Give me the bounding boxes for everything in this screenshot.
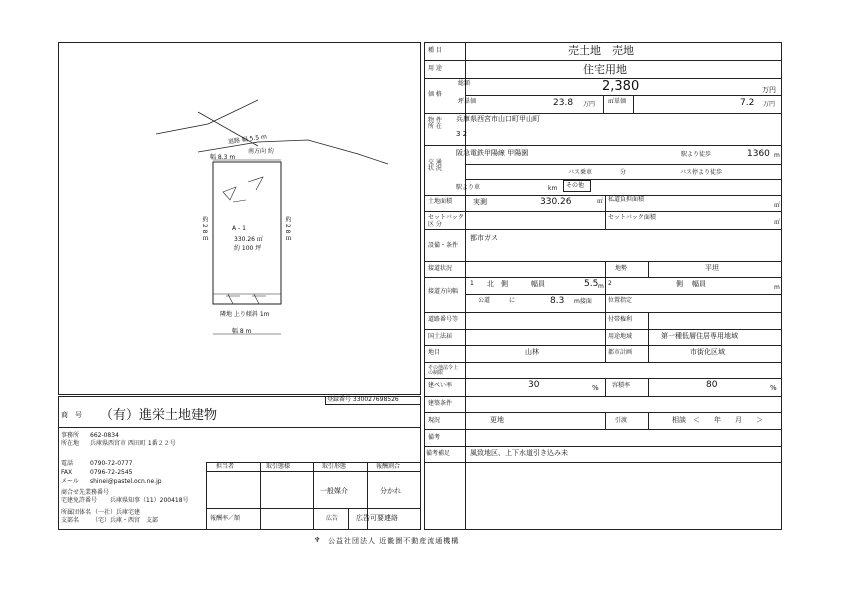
mail-label: メール — [61, 478, 79, 485]
land-plot-diagram — [58, 42, 421, 395]
position-label: 位置指定 — [608, 297, 633, 304]
row-line-12 — [424, 362, 782, 363]
deal-type-label: 取引態様 — [266, 463, 291, 470]
chimoku-value: 山林 — [525, 348, 539, 356]
remarks-extra-label: 備考補足 — [426, 450, 451, 457]
row-line-14 — [424, 396, 782, 397]
company-name-label: 商 号 — [61, 411, 82, 419]
road2-no: 2 — [608, 280, 612, 287]
land-register-label: 国土法届 — [428, 333, 453, 340]
fax-label: FAX — [61, 469, 73, 476]
road2-unit: m — [774, 284, 780, 291]
km-unit: km — [548, 185, 558, 192]
road1-unit: m — [598, 283, 604, 290]
tsubo-label: 坪単価 — [458, 98, 477, 105]
slope-mark-1 — [223, 187, 236, 200]
row-line-8 — [424, 277, 782, 278]
row-line-13 — [424, 378, 782, 379]
area-mid-line — [424, 211, 782, 212]
area-unit: ㎡ — [597, 198, 604, 205]
map-lot-label: A - 1 — [232, 225, 246, 232]
coverage-value: 30 — [528, 380, 540, 390]
use-value: 住宅用地 — [583, 63, 627, 76]
ad-label: 広告 — [326, 515, 339, 522]
map-left-length: 約 2 8 ｍ — [201, 216, 208, 242]
city-plan-label: 都市計画 — [608, 349, 633, 356]
price-total: 2,380 — [602, 79, 640, 94]
city-plan-value: 市街化区域 — [690, 348, 725, 356]
row-line-9 — [424, 312, 782, 313]
broker-type: 一般媒介 — [320, 487, 348, 495]
zoning-label: 用途地域 — [608, 333, 633, 340]
commission-label: 報酬割合 — [376, 463, 401, 470]
road2-dir: 側 — [676, 280, 683, 288]
row-line-15 — [424, 412, 782, 413]
row-line-6 — [424, 229, 782, 230]
far-label: 容積率 — [612, 382, 631, 389]
bottom-mark-2 — [252, 294, 266, 304]
coverage-label: 建ぺい率 — [428, 382, 453, 389]
map-right-length: 約 2 8 ｍ — [284, 216, 291, 242]
company-fax: 0796-72-2545 — [90, 469, 133, 476]
walk-unit: m — [774, 152, 780, 159]
road1-width: 5.5 — [584, 279, 599, 289]
row-line-10 — [424, 329, 782, 330]
row-line-3 — [424, 113, 782, 114]
walk-value: 1360 — [747, 149, 770, 159]
other-label: その他 — [566, 182, 585, 189]
ad-divider — [348, 508, 349, 530]
staff-label: 担当者 — [216, 463, 235, 470]
remarks-label: 備考 — [428, 434, 441, 441]
bus-label: バス乗車 — [568, 169, 593, 176]
lot-outline — [213, 162, 281, 304]
road-dir-label: 接道方向幅 — [428, 288, 459, 295]
handover-col-line — [605, 412, 606, 429]
branch-label: 支部名 — [61, 517, 80, 524]
row-line-4 — [424, 145, 782, 146]
property-address: 兵庫県西宮市山口町甲山町 — [456, 115, 540, 123]
coverage-pct: % — [592, 384, 599, 392]
private-road-unit: ㎡ — [774, 202, 781, 209]
form-label: 取引形態 — [322, 463, 347, 470]
row-line-17 — [424, 446, 782, 447]
transport-line-2 — [465, 179, 782, 180]
attached-label: 付帯権利 — [608, 316, 633, 323]
use-label: 用 途 — [428, 65, 442, 72]
map-lot-tsubo: 約 100 坪 — [234, 245, 262, 252]
kind-label: 種 目 — [428, 47, 442, 54]
row-line-1 — [424, 60, 782, 61]
status-value: 更地 — [490, 416, 504, 424]
row-line-16 — [424, 429, 782, 430]
other-law-label: その他法令上の制限 — [428, 365, 459, 376]
sqm-label: ㎡単価 — [608, 98, 627, 105]
slope-mark-3 — [233, 200, 246, 202]
bus-stop-label: バス停より徒歩 — [680, 169, 723, 176]
tsubo-label-line — [633, 95, 634, 113]
far-val-line — [648, 378, 649, 396]
tsubo-col-line — [603, 95, 604, 113]
company-branch: （宅）兵庫・西宮 支部 — [92, 517, 159, 524]
road-dir-mid-line — [465, 294, 782, 295]
far-col-line — [605, 378, 606, 396]
company-address: 兵庫県西宮市 西田町 1番２２号 — [90, 440, 176, 447]
setback-area-label: セットバック面積 — [608, 214, 656, 221]
area-label: 土地面積 — [428, 198, 453, 205]
station: 阪急電鉄甲陽線 甲陽園 — [456, 149, 529, 157]
sqm-price: 7.2 — [740, 98, 755, 108]
tsubo-price: 23.8 — [553, 98, 574, 108]
frontage-value: 8.3 — [550, 296, 565, 306]
address-row-label: 物 件 所 在 — [428, 117, 442, 130]
slope-mark-2 — [248, 177, 263, 190]
frontage-unit: m接面 — [574, 298, 592, 305]
map-lot-area: 330.26 ㎡ — [234, 236, 263, 243]
bus-unit: 分 — [620, 169, 627, 176]
sqm-unit: 万円 — [763, 101, 776, 108]
map-frontage-label: 幅 8.3 m — [210, 154, 236, 161]
tel-label: 電話 — [61, 460, 74, 467]
row-line-11 — [424, 345, 782, 346]
road1-dir: 北 側 — [487, 280, 508, 288]
map-side-label: 南方向 約 — [248, 148, 274, 155]
area-col-line — [605, 195, 606, 229]
company-group: （一社）兵庫宅建 — [92, 509, 141, 516]
handover-value: 相談 ＜ 年 月 ＞ — [672, 416, 763, 424]
utilities-value: 都市ガス — [470, 234, 498, 242]
terrain-label-line — [605, 261, 606, 278]
handover-val-line — [648, 412, 649, 429]
bottom-mark-1 — [226, 294, 240, 304]
remarks-extra: 風致地区、上下水道引き込み未 — [470, 449, 568, 457]
chimoku-label: 地目 — [428, 349, 441, 356]
footer-logo-icon: ♆ — [314, 536, 321, 544]
walk-label: 駅より徒歩 — [681, 151, 712, 158]
row-line-18 — [424, 462, 782, 463]
license-label: 宅建免許番号 — [61, 497, 98, 504]
transport-label: 交 通 状 況 — [428, 159, 442, 172]
footer-assoc: 公益社団法人 近畿圏不動産流通機構 — [328, 537, 460, 545]
property-chiban: 3 2 — [456, 130, 468, 138]
company-license: 兵庫県知事（11）200418号 — [110, 497, 189, 504]
ad-status: 広告可要連絡 — [356, 514, 398, 522]
reg-number: 登録番号 330027698526 — [327, 396, 399, 403]
deal-col-line-1 — [260, 462, 261, 530]
setback-area-unit: ㎡ — [774, 219, 781, 226]
company-zip: 662-0834 — [90, 432, 119, 439]
attached-val-line — [648, 312, 649, 362]
transport-line — [465, 164, 782, 165]
far-pct: % — [770, 384, 777, 392]
company-mail: shinei@pastel.ocn.ne.jp — [90, 478, 162, 485]
terrain-label: 地勢 — [615, 265, 628, 272]
map-bottom-width: 幅 8 m — [232, 328, 252, 335]
kind-value: 売土地 売地 — [568, 44, 634, 57]
company-tel: 0790-72-0777 — [90, 460, 133, 467]
price-total-label: 総額 — [458, 80, 471, 87]
company-name: （有）進栄土地建物 — [100, 408, 218, 423]
address-label: 所在地 — [61, 440, 80, 447]
road1-width-label: 幅員 — [531, 280, 545, 288]
area-value: 330.26 — [540, 197, 572, 207]
assoc-label: 商合せ先業務番号 — [61, 489, 110, 496]
road2-width-label: 幅員 — [692, 280, 706, 288]
road-status-label: 接道状況 — [428, 265, 453, 272]
deal-col-line-2 — [313, 462, 314, 530]
terrain-val-line — [648, 261, 649, 278]
public-road-mid: に — [509, 297, 516, 304]
price-mid-line — [465, 95, 782, 96]
building-cond-label: 建築条件 — [428, 400, 453, 407]
road1-no: 1 — [470, 280, 474, 287]
price-unit: 万円 — [762, 86, 776, 94]
far-value: 80 — [706, 380, 718, 390]
company-divider — [58, 427, 421, 428]
road-dir-col-line — [605, 277, 606, 312]
terrain-value: 平坦 — [705, 264, 719, 272]
status-label: 現況 — [428, 417, 441, 424]
private-road-label: 私道負担面積 — [608, 196, 645, 203]
utilities-label: 設備・条件 — [428, 242, 459, 249]
office-label: 事務所 — [61, 432, 80, 439]
area-kind: 実測 — [473, 198, 487, 206]
map-bottom-label: 隣地 上り傾斜 1m — [220, 311, 270, 318]
tsubo-unit: 万円 — [583, 101, 596, 108]
split-type: 分かれ — [380, 487, 401, 495]
price-label: 価 格 — [428, 91, 442, 98]
attached-col-line — [605, 312, 606, 362]
row-line-7 — [424, 261, 782, 262]
map-road-label: 道路 幅 5.5 m — [227, 133, 268, 146]
public-road-label: 公道 — [478, 297, 491, 304]
setback-value: 区 分 — [428, 221, 442, 228]
handover-label: 引渡 — [615, 417, 628, 424]
row-line-5 — [424, 195, 782, 196]
setback-label: セットバック — [428, 214, 464, 221]
from-station-label: 駅より車 — [456, 184, 481, 191]
road-no-label: 道路番号等 — [428, 316, 459, 323]
group-label: 所属団体名 — [61, 509, 92, 516]
zoning-value: 第一種低層住居専用地域 — [661, 332, 738, 340]
fee-label: 報酬率／額 — [210, 515, 241, 522]
